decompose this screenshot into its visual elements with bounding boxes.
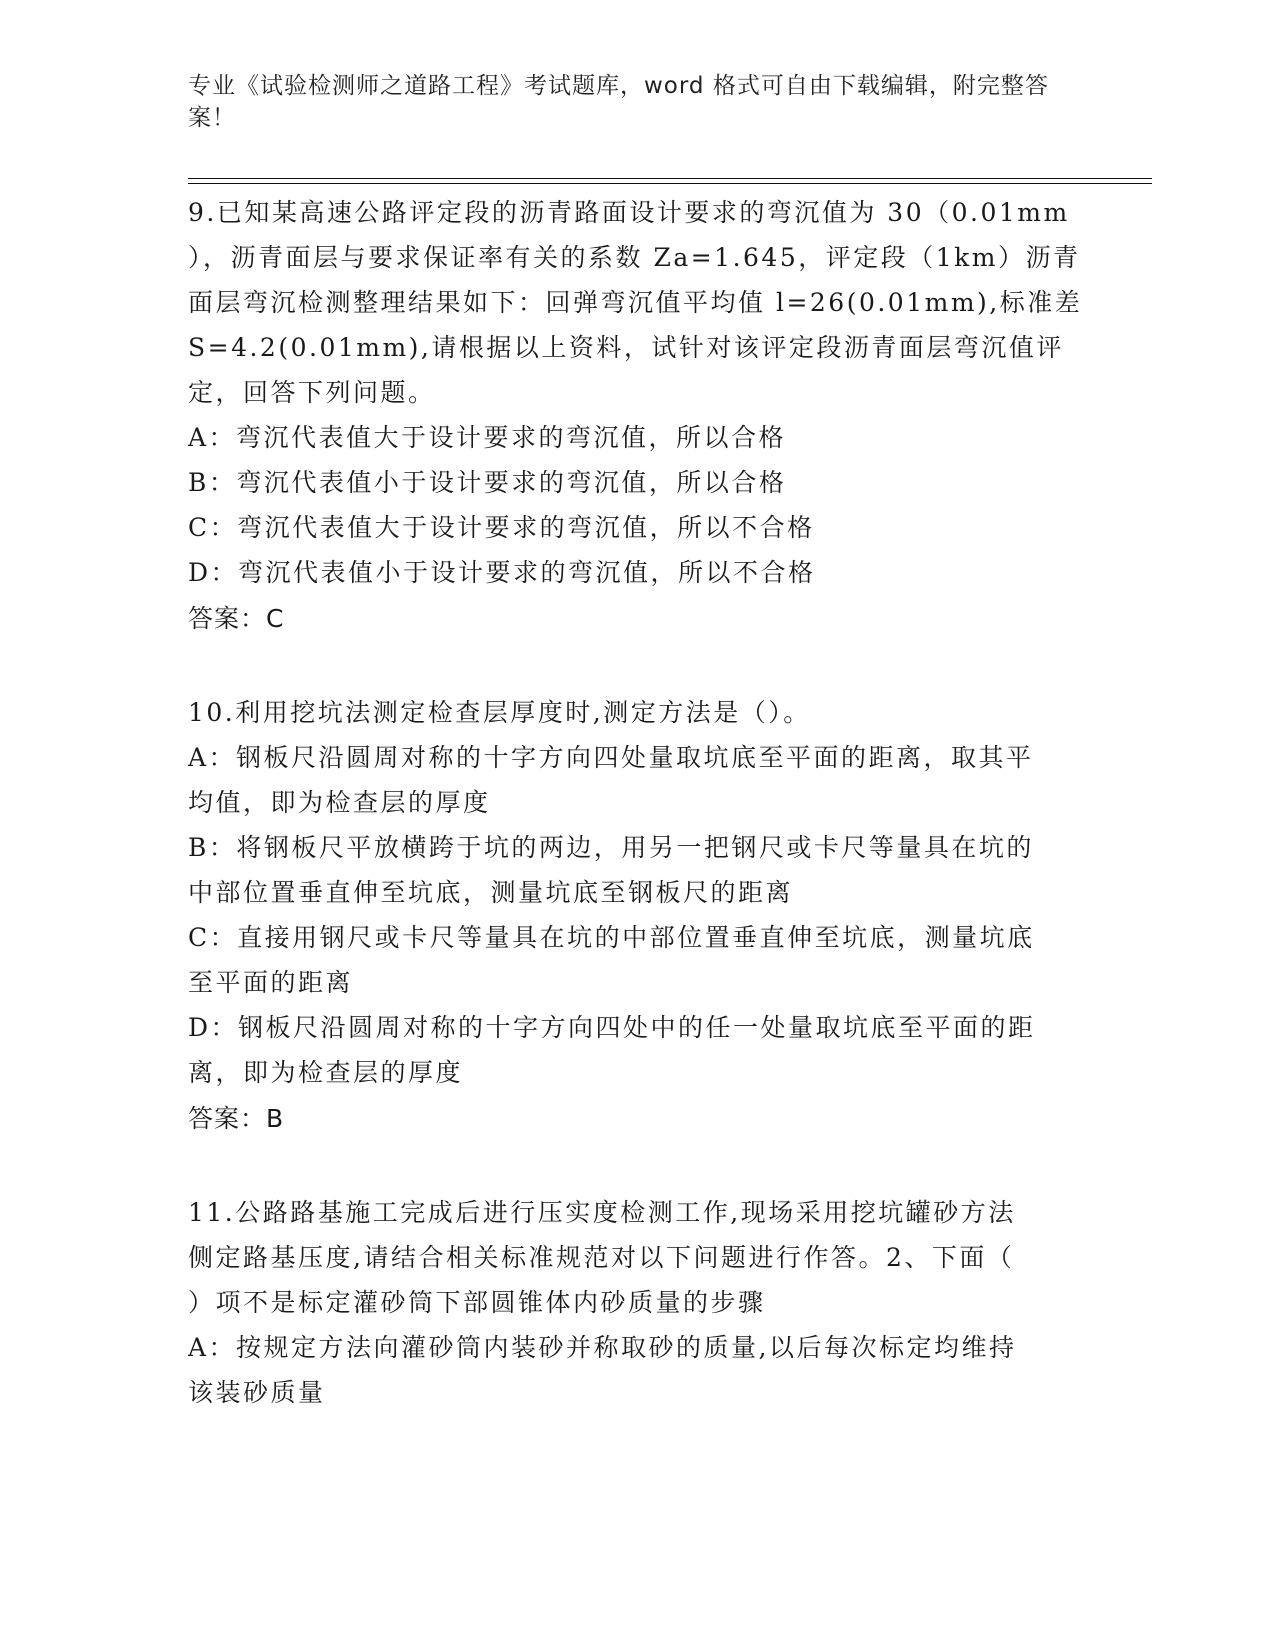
question-stem-line: 9.已知某高速公路评定段的沥青路面设计要求的弯沉值为 30（0.01mm — [188, 198, 1070, 227]
option-b: B：弯沉代表值小于设计要求的弯沉值，所以合格 — [188, 468, 787, 497]
option-a-continued: 均值，即为检查层的厚度 — [188, 788, 491, 817]
option-a-continued: 该装砂质量 — [188, 1378, 326, 1407]
question-list — [188, 190, 1088, 1415]
option-b-continued: 中部位置垂直伸至坑底，测量坑底至钢板尺的距离 — [188, 878, 794, 907]
answer-line: 答案：C — [188, 604, 285, 633]
header-divider — [188, 178, 1152, 179]
answer-line: 答案：B — [188, 1104, 285, 1133]
question-spacer — [188, 1143, 1088, 1190]
option-d-continued: 离，即为检查层的厚度 — [188, 1058, 464, 1087]
question-stem-line: S=4.2(0.01mm),请根据以上资料，试针对该评定段沥青面层弯沉值评 — [188, 333, 1064, 362]
document-header — [188, 70, 1068, 134]
option-c: C：弯沉代表值大于设计要求的弯沉值，所以不合格 — [188, 513, 815, 542]
question-stem-line: 11.公路路基施工完成后进行压实度检测工作,现场采用挖坑罐砂方法 — [188, 1198, 1016, 1227]
header-line: 专业《试验检测师之道路工程》考试题库，word 格式可自由下载编辑，附完整答 — [188, 73, 1049, 99]
question-stem-line: ），沥青面层与要求保证率有关的系数 Za=1.645，评定段（1km）沥青 — [188, 243, 1081, 272]
question-spacer — [188, 643, 1088, 690]
question-block — [188, 190, 1088, 643]
question-stem-line: 定，回答下列问题。 — [188, 378, 436, 407]
option-a: A：弯沉代表值大于设计要求的弯沉值，所以合格 — [188, 423, 787, 452]
option-a: A：钢板尺沿圆周对称的十字方向四处量取坑底至平面的距离，取其平 — [188, 743, 1034, 772]
question-stem-line: 10.利用挖坑法测定检查层厚度时,测定方法是（）。 — [188, 698, 811, 727]
header-divider — [188, 183, 1152, 184]
question-block — [188, 1190, 1088, 1415]
option-c: C：直接用钢尺或卡尺等量具在坑的中部位置垂直伸至坑底，测量坑底 — [188, 923, 1035, 952]
header-line: 案！ — [188, 105, 236, 131]
option-d: D：钢板尺沿圆周对称的十字方向四处中的任一处量取坑底至平面的距 — [188, 1013, 1036, 1042]
option-a: A：按规定方法向灌砂筒内装砂并称取砂的质量,以后每次标定均维持 — [188, 1333, 1017, 1362]
option-c-continued: 至平面的距离 — [188, 968, 354, 997]
option-d: D：弯沉代表值小于设计要求的弯沉值，所以不合格 — [188, 558, 816, 587]
question-stem-line: 面层弯沉检测整理结果如下：回弹弯沉值平均值 l=26(0.01mm),标准差 — [188, 288, 1083, 317]
question-stem-line: ）项不是标定灌砂筒下部圆锥体内砂质量的步骤 — [188, 1288, 766, 1317]
question-stem-line: 侧定路基压度,请结合相关标准规范对以下问题进行作答。2、下面（ — [188, 1243, 1015, 1272]
option-b: B：将钢板尺平放横跨于坑的两边，用另一把钢尺或卡尺等量具在坑的 — [188, 833, 1034, 862]
question-block — [188, 690, 1088, 1143]
